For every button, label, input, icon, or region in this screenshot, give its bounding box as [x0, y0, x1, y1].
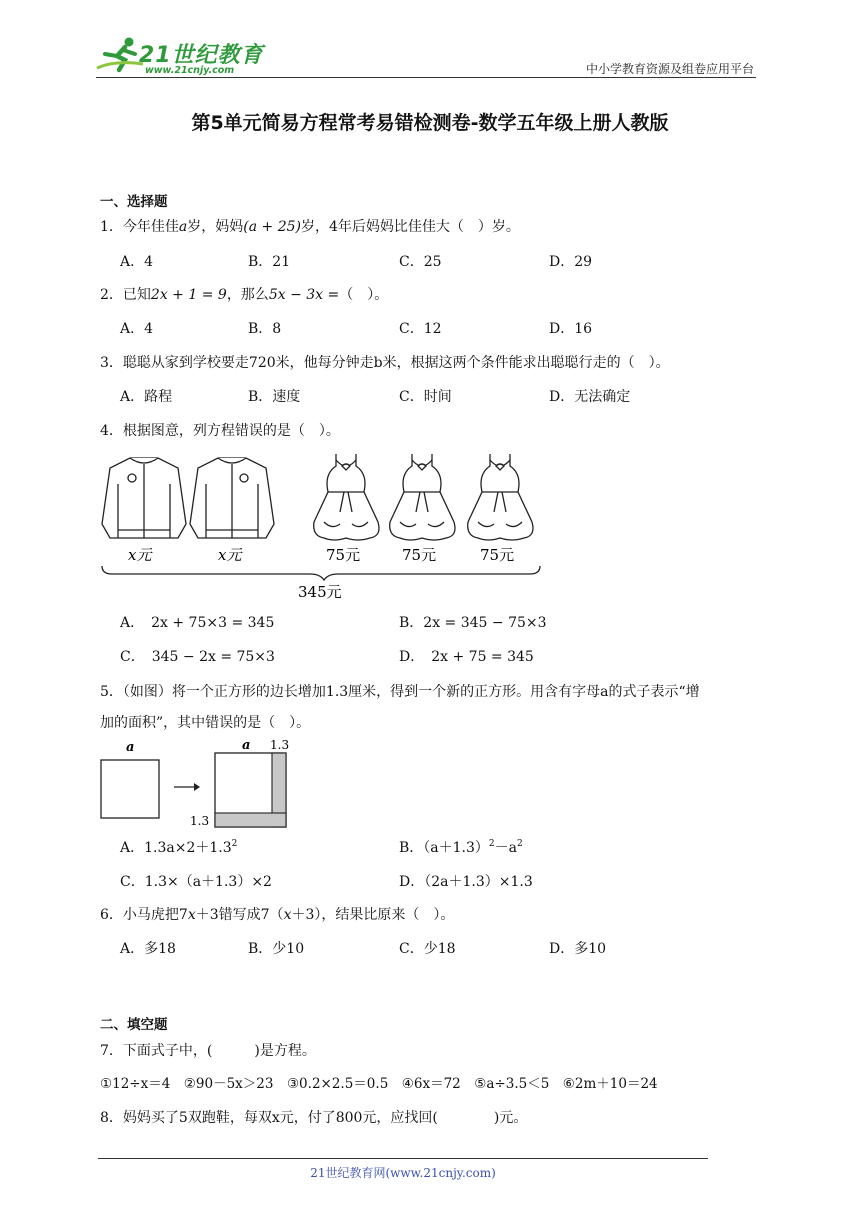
jacket-price-label: x元 — [218, 546, 242, 564]
logo-url: www.21cnjy.com — [145, 65, 235, 76]
q1-option-a[interactable]: A．4 — [120, 254, 154, 270]
q5-option-a[interactable]: A．$1.3a\times 2+1.3^2$ — [120, 839, 238, 856]
footer-link[interactable]: 21世纪教育网(www.21cnjy.com) — [310, 1166, 496, 1180]
q1-option-b[interactable]: B．21 — [248, 254, 291, 270]
question-7-items: ①12÷x＝4 ②90－5x＞23 ③0.2×2.5＝0.5 ④6x＝72 ⑤a÷3.5＜5 ⑥2m＋10＝24 — [100, 1076, 658, 1092]
q2-option-c[interactable]: C．12 — [399, 321, 442, 337]
jacket-price-label: x元 — [128, 546, 152, 564]
question-6: 6．小马虎把7x＋3错写成7（x＋3），结果比原来（ ）。 — [100, 907, 455, 923]
side-length-label: a — [126, 740, 135, 755]
q1-option-d[interactable]: D．29 — [549, 254, 593, 270]
jacket-icon — [102, 458, 186, 538]
q4-option-d[interactable]: D． 2x + 75 = 345 — [399, 649, 534, 665]
section-heading-fill: 二、填空题 — [100, 1017, 168, 1033]
header-logo — [95, 36, 265, 78]
q4-option-a[interactable]: A． 2x + 75×3 = 345 — [120, 615, 275, 631]
question-7: 7．下面式子中，( )是方程。 — [100, 1043, 316, 1059]
dress-price-label: 75元 — [402, 546, 437, 564]
original-square — [101, 760, 159, 818]
question-5-line-1: 5．（如图）将一个正方形的边长增加1.3厘米，得到一个新的正方形。用含有字母a的式子表示“增 — [100, 684, 700, 700]
dress-price-label: 75元 — [480, 546, 515, 564]
dress-icon — [468, 454, 533, 540]
dress-price-label: 75元 — [326, 546, 361, 564]
q6-option-b[interactable]: B．少10 — [248, 941, 305, 957]
footer-rule — [98, 1158, 708, 1159]
question-2: 2．已知2x + 1 = 9，那么5x − 3x =（ ）。 — [100, 287, 389, 303]
question-1: 1．今年佳佳a岁，妈妈(a + 25)岁，4年后妈妈比佳佳大（ ）岁。 — [100, 219, 520, 235]
q1-option-c[interactable]: C．25 — [399, 254, 442, 270]
header-rule — [96, 77, 756, 78]
new-side-label: a — [242, 738, 251, 753]
q5-option-b[interactable]: B．$(a+1.3)^2-a^2$ — [399, 839, 523, 856]
q5-option-c[interactable]: C．1.3×（a＋1.3）×2 — [120, 874, 272, 890]
q6-option-a[interactable]: A．多18 — [120, 941, 176, 957]
question-8: 8．妈妈买了5双跑鞋，每双x元，付了800元，应找回( )元。 — [100, 1110, 528, 1126]
q4-option-b[interactable]: B．2x = 345 − 75×3 — [399, 615, 547, 631]
q5-option-d[interactable]: D．（2a＋1.3）×1.3 — [399, 874, 533, 890]
question-5-line-2: 加的面积”，其中错误的是（ ）。 — [100, 715, 311, 731]
q6-option-c[interactable]: C．少18 — [399, 941, 456, 957]
dress-icon — [314, 454, 379, 540]
increase-label-top: 1.3 — [270, 738, 290, 752]
section-heading-choice: 一、选择题 — [100, 194, 168, 210]
total-price-label: 345元 — [298, 583, 342, 601]
q4-option-c[interactable]: C． 345 − 2x = 75×3 — [120, 649, 275, 665]
q3-option-c[interactable]: C．时间 — [399, 389, 452, 405]
q3-option-a[interactable]: A．路程 — [120, 389, 173, 405]
jacket-icon — [190, 458, 274, 538]
q2-option-a[interactable]: A．4 — [120, 321, 154, 337]
q3-option-b[interactable]: B．速度 — [248, 389, 301, 405]
question-3: 3．聪聪从家到学校要走720米，他每分钟走b米，根据这两个条件能求出聪聪行走的（ ）。 — [100, 355, 670, 371]
question-4: 4．根据图意，列方程错误的是（ ）。 — [100, 423, 340, 439]
q3-option-d[interactable]: D．无法确定 — [549, 389, 631, 405]
increase-label-left: 1.3 — [190, 814, 210, 828]
q4-figure — [98, 448, 548, 603]
q6-option-d[interactable]: D．多10 — [549, 941, 607, 957]
page-title: 第5单元简易方程常考易错检测卷-数学五年级上册人教版 — [191, 112, 669, 134]
q2-option-b[interactable]: B．8 — [248, 321, 282, 337]
total-brace — [102, 566, 540, 580]
dress-icon — [390, 454, 455, 540]
increase-strip-bottom — [215, 813, 286, 827]
logo-text: 21世纪教育 — [139, 43, 264, 68]
q5-figure — [98, 737, 298, 832]
platform-name: 中小学教育资源及组卷应用平台 — [585, 62, 754, 76]
q2-option-d[interactable]: D．16 — [549, 321, 593, 337]
